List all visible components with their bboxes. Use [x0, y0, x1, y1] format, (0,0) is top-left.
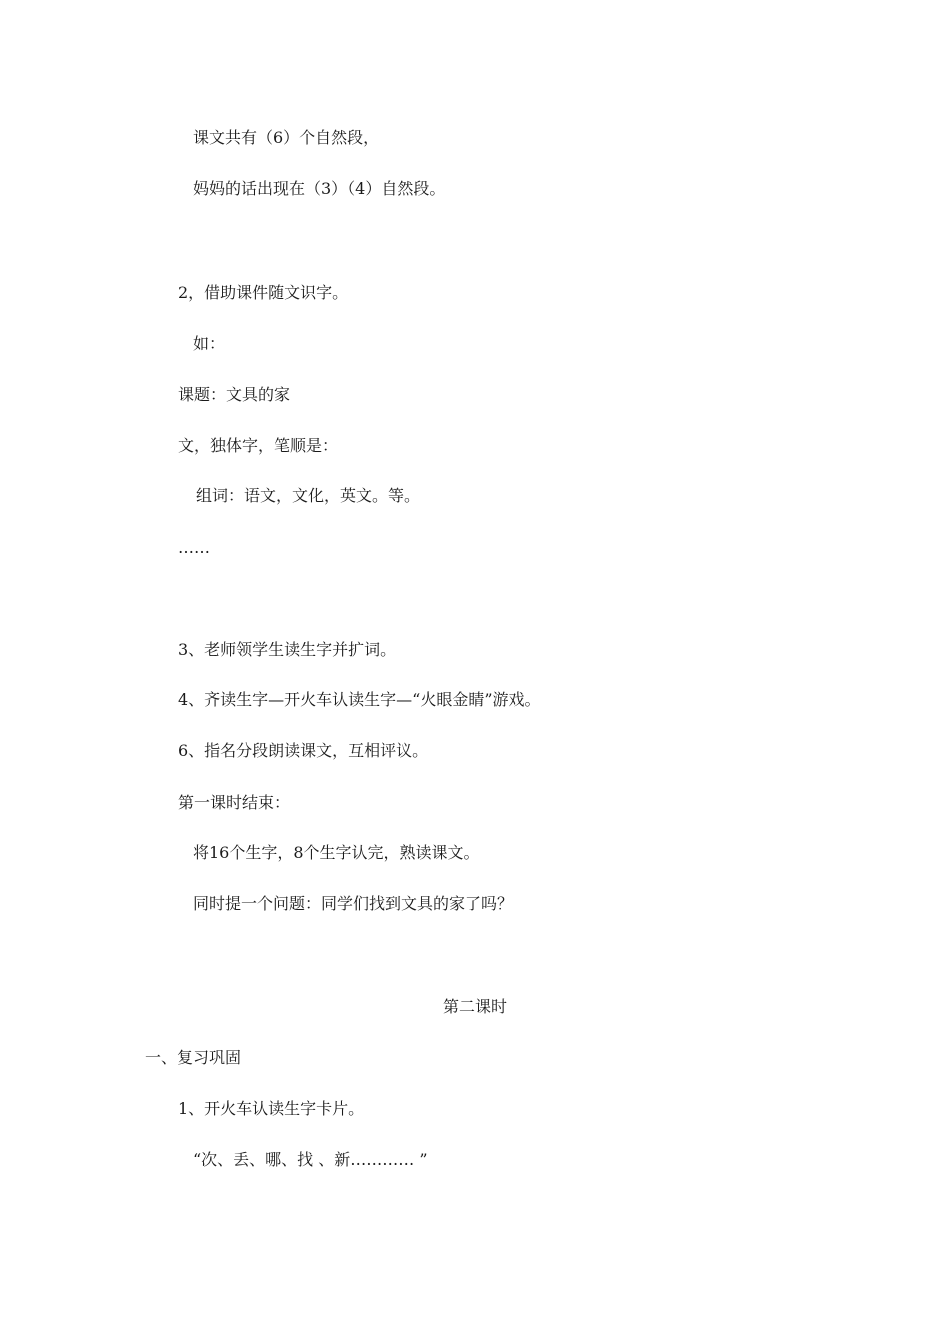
ellipsis-line: ……: [178, 538, 210, 557]
word-forming-line: 组词：语文，文化，英文。等。: [196, 486, 421, 505]
review-step-1-line: 1、开火车认读生字卡片。: [178, 1099, 365, 1118]
step-2-heading: 2，借助课件随文识字。: [178, 283, 349, 302]
mother-speech-text: 妈妈的话出现在（3）（4）自然段。: [193, 179, 446, 198]
first-lesson-question: 同时提一个问题：同学们找到文具的家了吗？: [193, 894, 514, 913]
first-lesson-end-heading: 第一课时结束：: [178, 793, 291, 812]
character-card-list: “次、丢、哪、找 、新………… ”: [193, 1150, 428, 1169]
step-6-line: 6、指名分段朗读课文，互相评议。: [178, 741, 429, 760]
example-label: 如：: [193, 334, 226, 353]
first-lesson-summary: 将16个生字，8个生字认完，熟读课文。: [193, 843, 480, 862]
character-info-line: 文，独体字，笔顺是：: [178, 436, 339, 455]
second-lesson-title: 第二课时: [442, 997, 507, 1016]
step-4-line: 4、齐读生字—开火车认读生字—“火眼金睛”游戏。: [178, 690, 541, 709]
lesson-title-line: 课题：文具的家: [178, 385, 291, 404]
review-section-heading: 一、复习巩固: [145, 1048, 242, 1067]
step-3-line: 3、老师领学生读生字并扩词。: [178, 640, 397, 659]
paragraph-count-text: 课文共有（6）个自然段，: [193, 128, 380, 147]
